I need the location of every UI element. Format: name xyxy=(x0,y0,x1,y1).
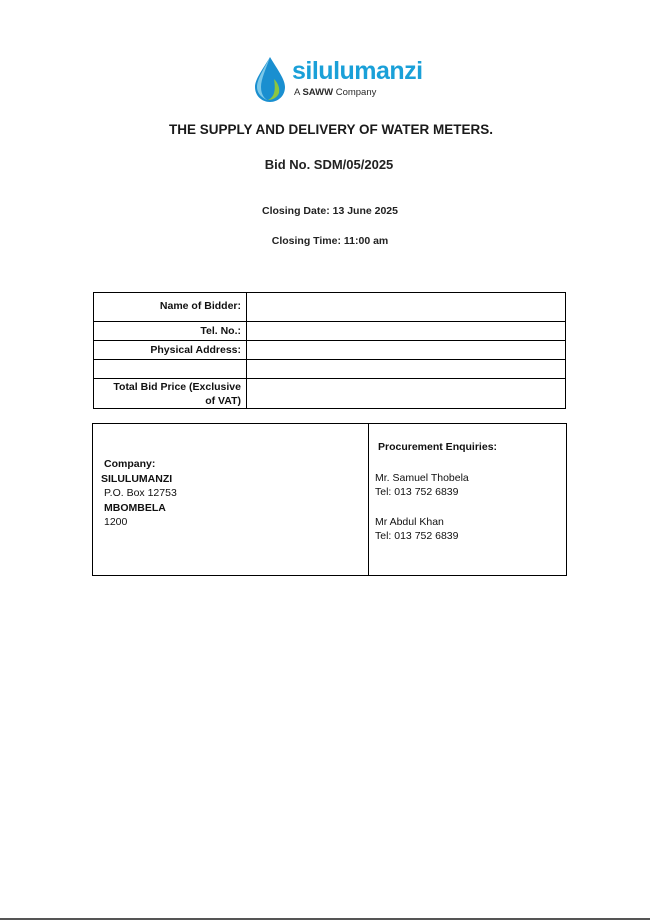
tel-no-label: Tel. No.: xyxy=(94,322,247,341)
physical-address-label: Physical Address: xyxy=(94,341,247,360)
city: MBOMBELA xyxy=(104,501,166,514)
bid-number: Bid No. SDM/05/2025 xyxy=(264,157,394,172)
procurement-label: Procurement Enquiries: xyxy=(378,441,498,453)
total-bid-price-label: Total Bid Price (Exclusive of VAT) xyxy=(94,379,247,409)
closing-time: Closing Time: 11:00 am xyxy=(271,235,389,247)
total-bid-price-field[interactable] xyxy=(247,379,566,409)
contact1-name: Mr. Samuel Thobela xyxy=(375,471,469,484)
bidder-details-table xyxy=(93,292,566,409)
tel-no-field[interactable] xyxy=(247,322,566,341)
name-of-bidder-label: Name of Bidder: xyxy=(94,293,247,322)
company-address-block xyxy=(101,457,177,530)
physical-address-field[interactable] xyxy=(247,341,566,360)
closing-date: Closing Date: 13 June 2025 xyxy=(262,205,398,217)
page-bottom-rule xyxy=(0,918,650,920)
table-row xyxy=(94,379,566,409)
water-drop-icon xyxy=(252,55,288,103)
company-label: Company: xyxy=(104,458,156,470)
procurement-enquiries-block xyxy=(375,440,497,544)
table-row xyxy=(94,322,566,341)
table-row xyxy=(94,293,566,322)
company-name: SILULUMANZI xyxy=(101,472,173,485)
document-title: THE SUPPLY AND DELIVERY OF WATER METERS. xyxy=(168,122,494,137)
blank-label xyxy=(94,360,247,379)
brand-tagline: A SAWW Company xyxy=(294,87,377,98)
contact2-tel: Tel: 013 752 6839 xyxy=(375,530,459,543)
contact1-tel: Tel: 013 752 6839 xyxy=(375,486,459,499)
postal-address: P.O. Box 12753 xyxy=(104,487,177,500)
company-logo xyxy=(252,55,427,103)
postal-code: 1200 xyxy=(104,516,128,529)
table-row xyxy=(94,341,566,360)
contact-details-box xyxy=(92,423,567,576)
table-row xyxy=(94,360,566,379)
brand-name: silulumanzi xyxy=(292,57,423,85)
physical-address-field-continued[interactable] xyxy=(247,360,566,379)
spacer xyxy=(375,500,497,515)
name-of-bidder-field[interactable] xyxy=(247,293,566,322)
box-divider xyxy=(368,424,369,575)
contact2-name: Mr Abdul Khan xyxy=(375,515,444,528)
